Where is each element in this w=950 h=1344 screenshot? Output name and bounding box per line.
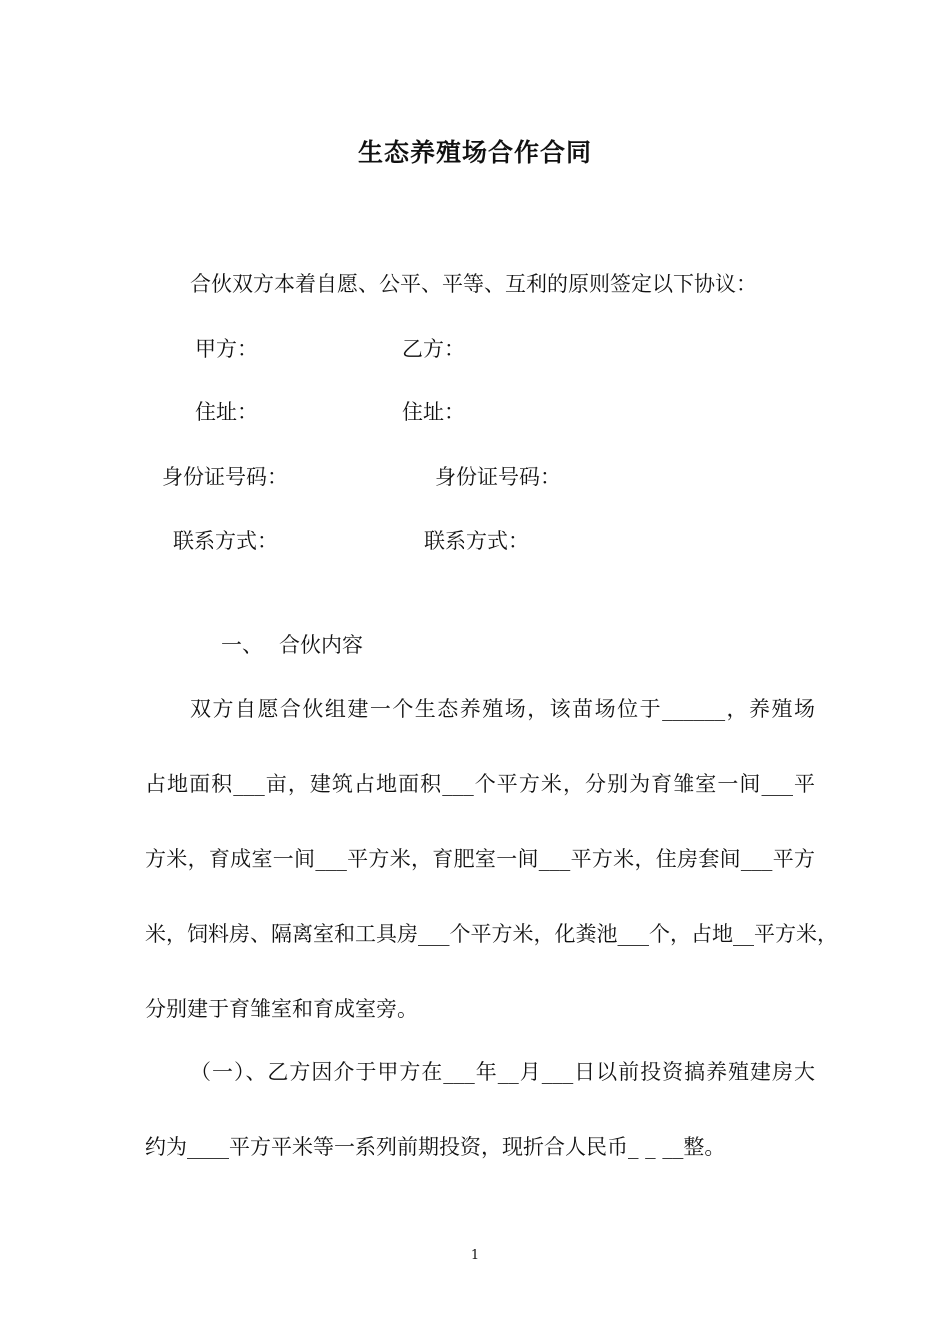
party-b-name-label: 乙方： — [402, 337, 465, 361]
paragraph-line: 方米，育成室一间___平方米，育肥室一间___平方米，住房套间___平方 — [145, 847, 815, 871]
party-a-contact-label: 联系方式： — [173, 529, 278, 553]
paragraph-line: 双方自愿合伙组建一个生态养殖场，该苗场位于______，养殖场 — [190, 697, 815, 721]
party-b-address-label: 住址： — [402, 400, 465, 424]
paragraph-line: 分别建于育雏室和育成室旁。 — [145, 997, 418, 1021]
party-b-contact-label: 联系方式： — [424, 529, 529, 553]
section-heading: 合伙内容 — [279, 633, 363, 657]
paragraph-line: （一）、乙方因介于甲方在___年__月___日以前投资搞养殖建房大 — [190, 1060, 815, 1084]
paragraph-line: 约为____平方平米等一系列前期投资，现折合人民币_ _ __整。 — [145, 1135, 726, 1159]
section-number: 一、 — [221, 633, 263, 657]
paragraph-line: 米，饲料房、隔离室和工具房___个平方米，化粪池___个，占地__平方米， — [145, 922, 838, 946]
party-a-id-label: 身份证号码： — [162, 465, 288, 489]
party-a-address-label: 住址： — [195, 400, 258, 424]
party-a-name-label: 甲方： — [195, 337, 258, 361]
intro-text: 合伙双方本着自愿、公平、平等、互利的原则签定以下协议： — [190, 272, 757, 296]
party-b-id-label: 身份证号码： — [435, 465, 561, 489]
paragraph-line: 占地面积___亩，建筑占地面积___个平方米，分别为育雏室一间___平 — [145, 772, 815, 796]
document-title: 生态养殖场合作合同 — [357, 138, 592, 167]
page-number: 1 — [470, 1248, 480, 1263]
